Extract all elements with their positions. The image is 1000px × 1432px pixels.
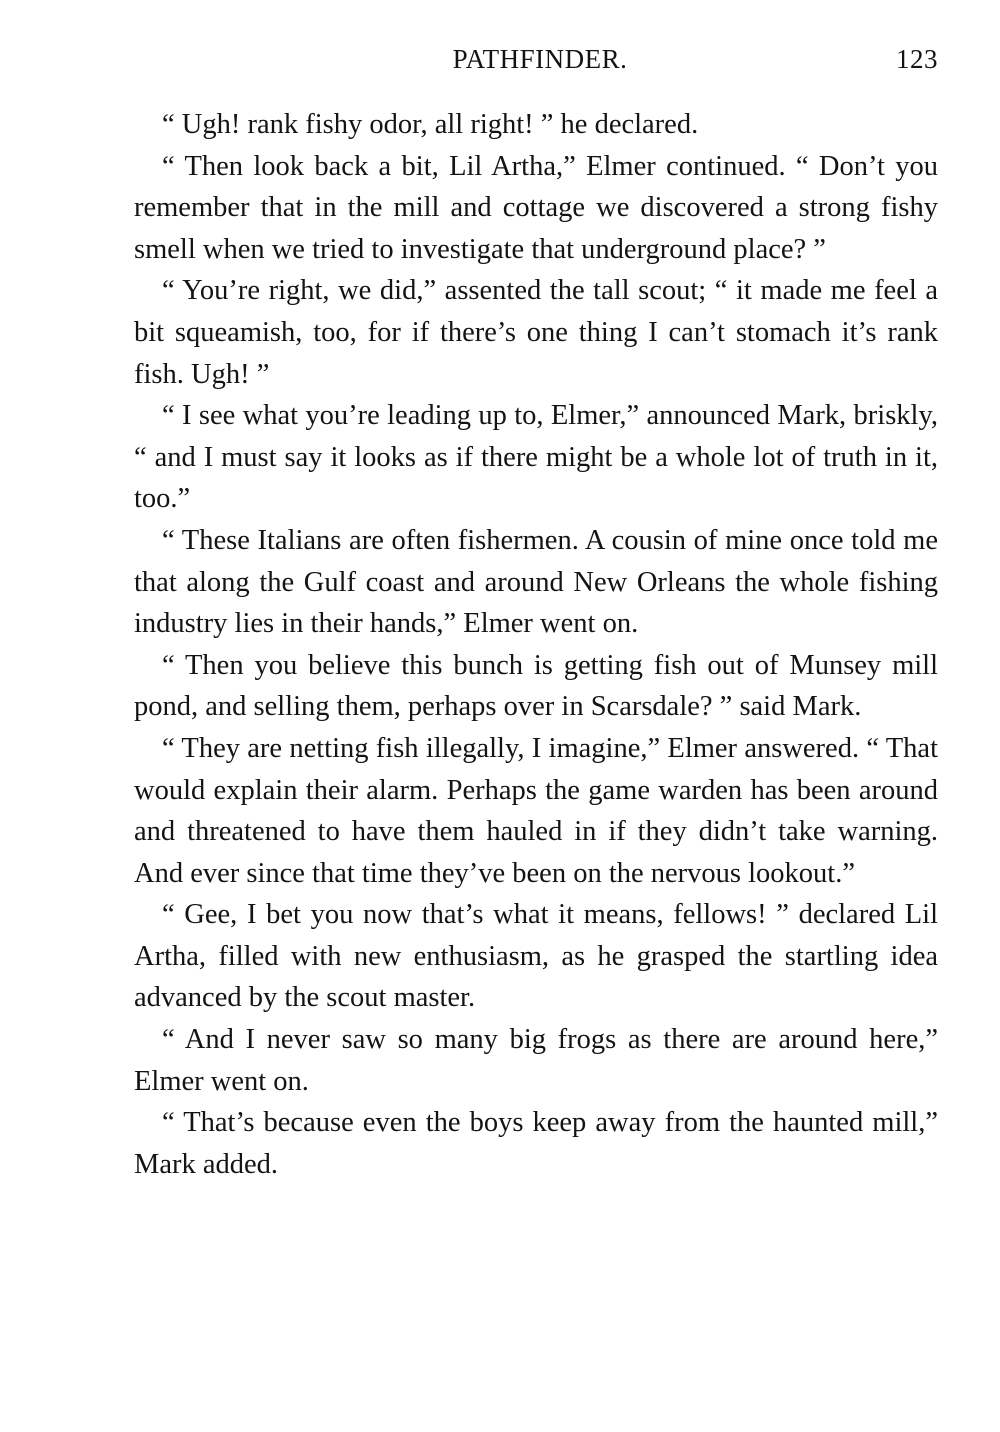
paragraph: “ Ugh! rank fishy odor, all right! ” he declared. <box>162 109 699 140</box>
paragraph: “ Then look back a bit, Lil Artha,” Elmer continued. “ Don’t you remember that in the mill and cottage we discovered a strong fishy smell when we tried to investigate that underground place? ” <box>134 150 938 265</box>
running-title: PATHFINDER. <box>452 44 628 74</box>
paragraph: “ And I never saw so many big frogs as there are around here,” Elmer went on. <box>134 1024 938 1097</box>
body-text <box>134 104 938 1185</box>
paragraph: “ Gee, I bet you now that’s what it means, fellows! ” declared Lil Artha, filled with new enthusiasm, as he grasped the startling idea advanced by the scout master. <box>134 899 938 1014</box>
page-number: 123 <box>896 44 938 74</box>
paragraph: “ Then you believe this bunch is getting fish out of Munsey mill pond, and selling them, perhaps over in Scarsdale? ” said Mark. <box>134 649 938 723</box>
paragraph: “ I see what you’re leading up to, Elmer,” announced Mark, briskly, “ and I must say it looks as if there might be a whole lot of truth in it, too.” <box>134 400 938 515</box>
book-page <box>134 40 938 1185</box>
paragraph: “ These Italians are often fishermen. A cousin of mine once told me that along the Gulf coast and around New Orleans the whole fishing industry lies in their hands,” Elmer went on. <box>134 524 938 640</box>
paragraph: “ That’s because even the boys keep away from the haunted mill,” Mark added. <box>134 1107 938 1180</box>
running-head <box>134 40 938 84</box>
paragraph: “ You’re right, we did,” assented the tall scout; “ it made me feel a bit squeamish, too, for if there’s one thing I can’t stomach it’s rank fish. Ugh! ” <box>134 275 938 390</box>
paragraph: “ They are netting fish illegally, I imagine,” Elmer answered. “ That would explain their alarm. Perhaps the game warden has been around and threatened to have them hauled in if they didn’t take warning. And ever since that time they’ve been on the nervous lookout.” <box>134 732 938 889</box>
